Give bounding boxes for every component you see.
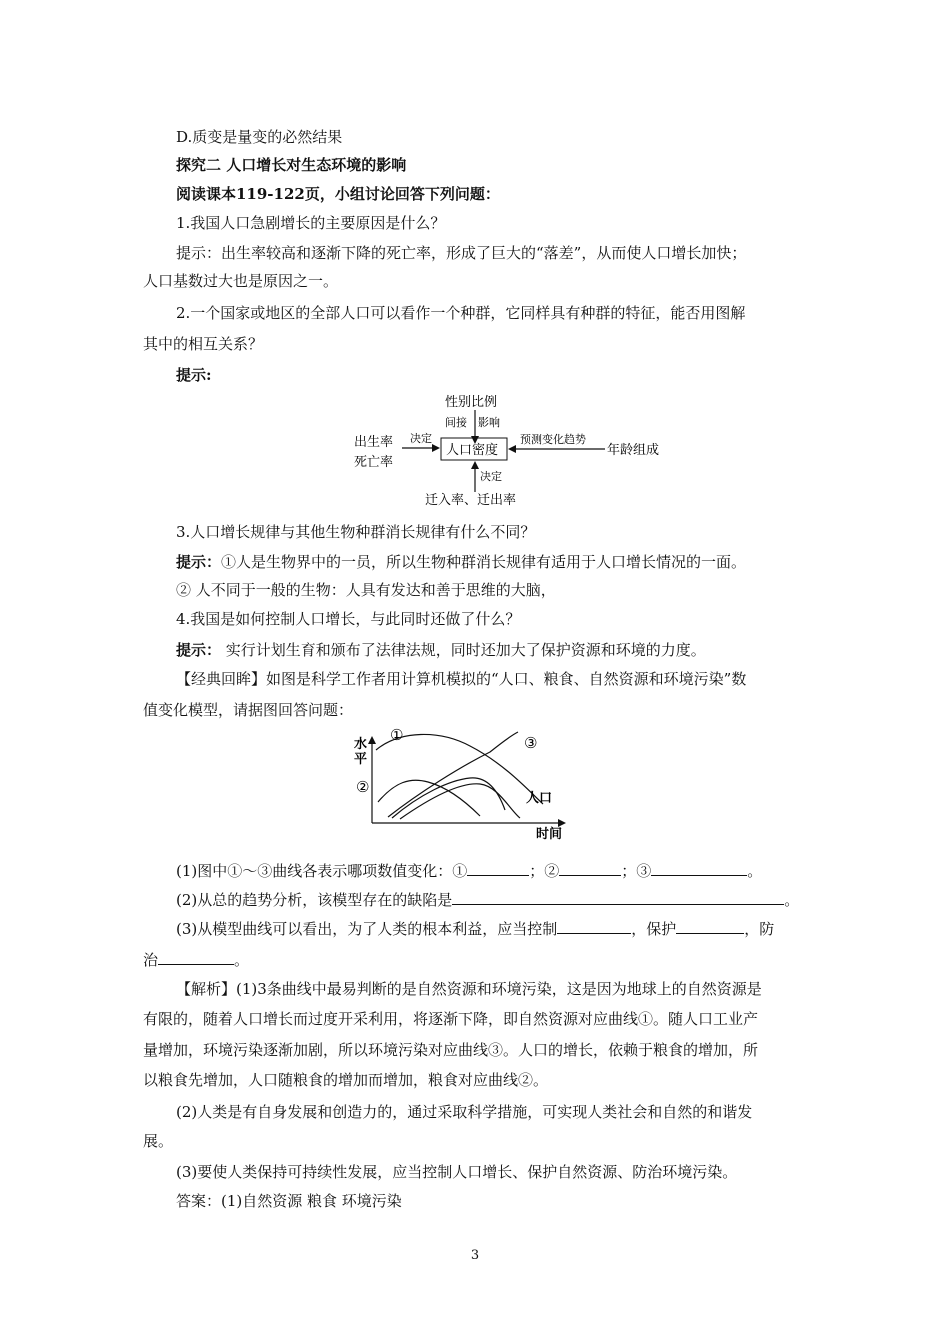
sub-question-1 — [176, 859, 762, 882]
sub3-text-b: ，保护 — [631, 920, 677, 938]
hint-3a — [176, 551, 746, 573]
blank-5[interactable] — [557, 917, 631, 934]
blank-3[interactable] — [651, 859, 747, 876]
chart-label-2: ② — [356, 778, 370, 796]
blank-7[interactable] — [158, 948, 234, 965]
hint-4 — [176, 639, 706, 661]
sub2-text-b: 。 — [784, 891, 800, 909]
sub-question-3 — [176, 917, 774, 940]
chart-ylabel-1: 水 — [354, 737, 368, 752]
analysis-2a: (2)人类是有自身发展和创造力的，通过采取科学措施，可实现人类社会和自然的和谐发 — [176, 1103, 753, 1121]
chart-xlabel: 时间 — [536, 827, 563, 842]
option-d: D.质变是量变的必然结果 — [176, 128, 343, 146]
hint-4-label: 提示： — [176, 641, 222, 659]
question-1: 1.我国人口急剧增长的主要原因是什么？ — [176, 214, 446, 232]
hint-1b: 人口基数过大也是原因之一。 — [143, 272, 339, 290]
hint-3b: ② 人不同于一般的生物：人具有发达和善于思维的大脑， — [176, 581, 556, 599]
diagram-birth-rate: 出生率 — [354, 435, 394, 450]
classic-a: 【经典回眸】如图是科学工作者用计算机模拟的“人口、粮食、自然资源和环境污染”数 — [176, 670, 747, 688]
question-2b: 其中的相互关系？ — [143, 335, 264, 353]
sub3-text-c: ，防 — [744, 920, 775, 938]
sub3-text-e: 。 — [234, 951, 250, 969]
sub1-text-a: (1)图中①～③曲线各表示哪项数值变化：① — [176, 862, 468, 880]
analysis-b: 有限的，随着人口增长而过度开采利用，将逐渐下降，即自然资源对应曲线①。随人口工业产 — [143, 1010, 759, 1028]
curve-4-population — [392, 778, 505, 818]
diagram-influence: 影响 — [478, 416, 500, 429]
simulation-chart — [340, 722, 580, 842]
hint-4-text: 实行计划生育和颁布了法律法规，同时还加大了保护资源和环境的力度。 — [225, 641, 706, 659]
analysis-3: (3)要使人类保持可持续性发展，应当控制人口增长、保护自然资源、防治环境污染。 — [176, 1163, 738, 1181]
blank-2[interactable] — [559, 859, 621, 876]
sub2-text-a: (2)从总的趋势分析，该模型存在的缺陷是 — [176, 891, 453, 909]
sub1-text-d: 。 — [747, 862, 763, 880]
sub-question-3b — [143, 948, 249, 971]
section-title: 探究二 人口增长对生态环境的影响 — [176, 156, 407, 174]
sub-question-2 — [176, 888, 799, 911]
question-4: 4.我国是如何控制人口增长，与此同时还做了什么？ — [176, 610, 521, 628]
analysis-2b: 展。 — [143, 1132, 174, 1150]
curve-3-pollution — [388, 732, 518, 817]
analysis-c: 量增加，环境污染逐渐加剧，所以环境污染对应曲线③。人口的增长，依赖于粮食的增加，所 — [143, 1041, 759, 1059]
chart-label-population: 人口 — [526, 791, 553, 806]
diagram-age-structure: 年龄组成 — [607, 443, 660, 458]
blank-4[interactable] — [452, 888, 784, 905]
diagram-sex-ratio: 性别比例 — [445, 395, 498, 410]
diagram-indirect: 间接 — [445, 416, 467, 429]
hint-3-label: 提示： — [176, 553, 222, 571]
hint-2-label: 提示: — [176, 366, 212, 384]
question-3: 3.人口增长规律与其他生物种群消长规律有什么不同？ — [176, 523, 536, 541]
classic-b: 值变化模型，请据图回答问题： — [143, 701, 354, 719]
question-2a: 2.一个国家或地区的全部人口可以看作一个种群，它同样具有种群的特征，能否用图解 — [176, 304, 746, 322]
sub3-text-d: 治 — [143, 951, 159, 969]
analysis-a: 【解析】(1)3条曲线中最易判断的是自然资源和环境污染，这是因为地球上的自然资源是 — [176, 980, 762, 998]
diagram-decide-bottom: 决定 — [480, 470, 502, 483]
sub1-text-c: ；③ — [621, 862, 652, 880]
diagram-migration: 迁入率、迁出率 — [425, 493, 517, 508]
chart-label-3: ③ — [524, 734, 538, 752]
hint-1a: 提示：出生率较高和逐渐下降的死亡率，形成了巨大的“落差”，从而使人口增长加快； — [176, 244, 747, 262]
diagram-death-rate: 死亡率 — [354, 455, 394, 470]
page-number: 3 — [470, 1248, 480, 1263]
analysis-d: 以粮食先增加，人口随粮食的增加而增加，粮食对应曲线②。 — [143, 1071, 549, 1089]
blank-1[interactable] — [467, 859, 529, 876]
instruction: 阅读课本119-122页，小组讨论回答下列问题： — [176, 185, 500, 203]
population-density-diagram — [350, 392, 680, 512]
blank-6[interactable] — [676, 917, 744, 934]
chart-ylabel-2: 平 — [354, 752, 368, 767]
hint-3a-text: ①人是生物界中的一员，所以生物种群消长规律有适用于人口增长情况的一面。 — [221, 553, 747, 571]
diagram-predict: 预测变化趋势 — [520, 433, 586, 446]
diagram-decide-left: 决定 — [410, 432, 432, 445]
sub1-text-b: ；② — [529, 862, 560, 880]
chart-label-1: ① — [390, 726, 404, 744]
sub3-text-a: (3)从模型曲线可以看出，为了人类的根本利益，应当控制 — [176, 920, 558, 938]
answer: 答案：(1)自然资源 粮食 环境污染 — [176, 1192, 402, 1210]
diagram-density: 人口密度 — [446, 443, 499, 458]
